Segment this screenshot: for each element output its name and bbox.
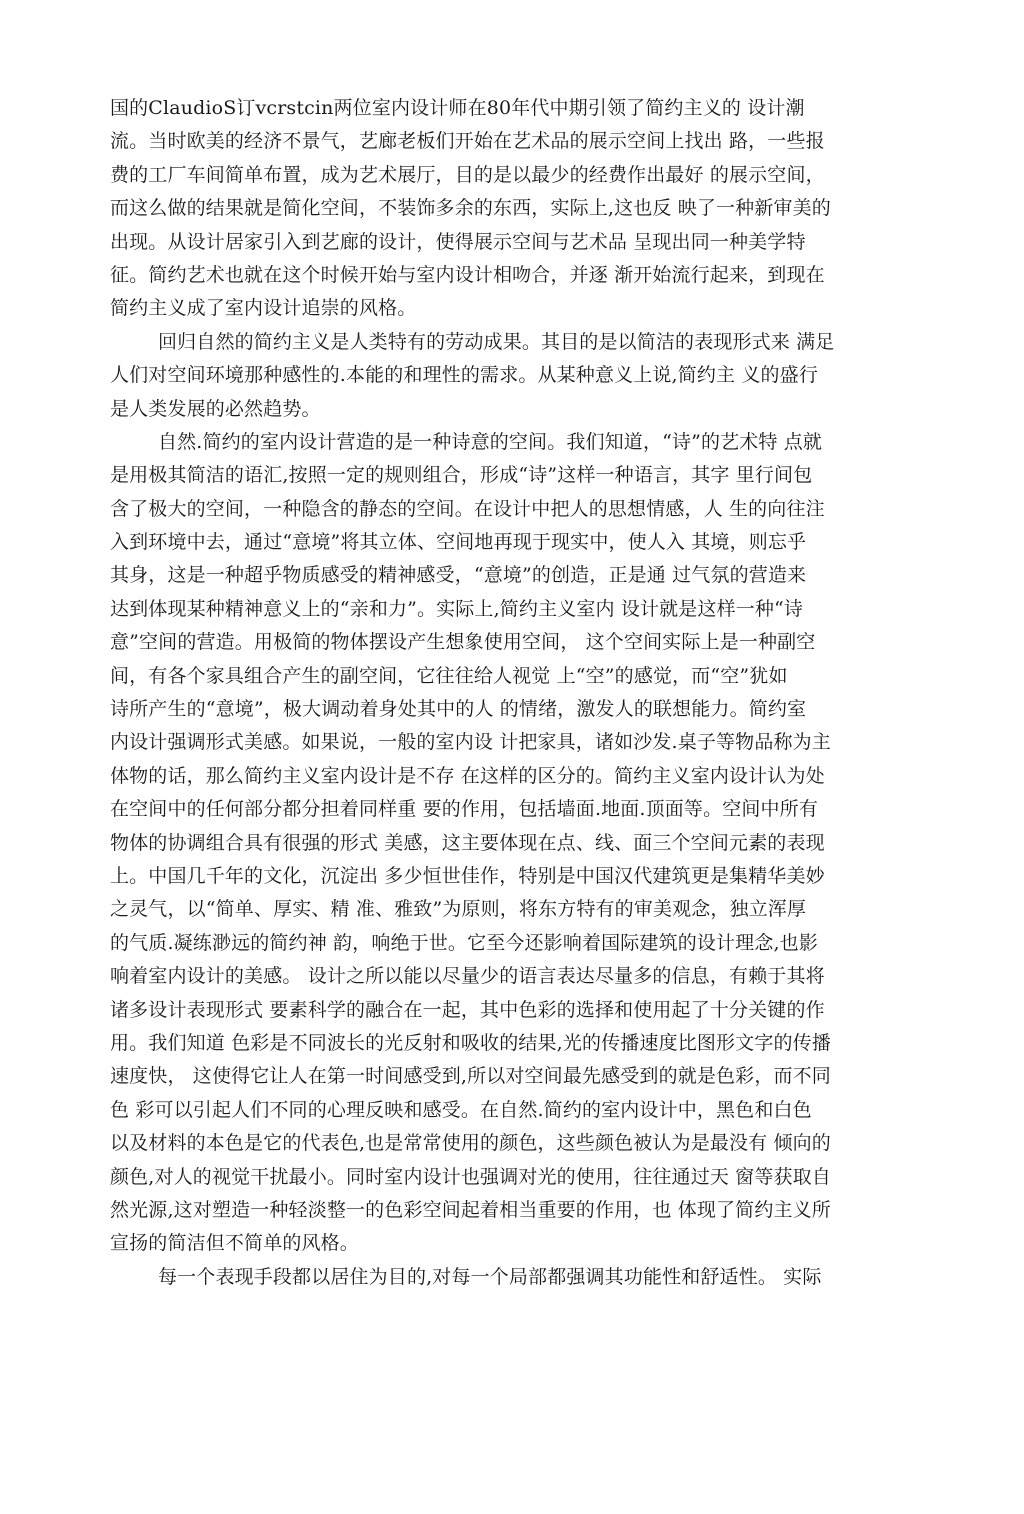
text-line: 物体的协调组合具有很强的形式 美感，这主要体现在点、线、面三个空间元素的表现 xyxy=(110,831,825,854)
text-line: 达到体现某种精神意义上的“亲和力”。实际上,简约主义室内 设计就是这样一种“诗 xyxy=(110,597,804,620)
text-line: 用。我们知道 色彩是不同波长的光反射和吸收的结果,光的传播速度比图形文字的传播 xyxy=(110,1031,831,1054)
text-line: 而这么做的结果就是简化空间，不装饰多余的东西，实际上,这也反 映了一种新审美的 xyxy=(110,197,831,220)
text-line: 是用极其简洁的语汇,按照一定的规则组合，形成“诗”这样一种语言，其字 里行间包 xyxy=(110,464,813,487)
text-line: 国的ClaudioS订vcrstcin两位室内设计师在80年代中期引领了简约主义的 设计潮 xyxy=(110,97,805,119)
paragraph xyxy=(110,326,920,426)
text-line: 回归自然的简约主义是人类特有的劳动成果。其目的是以简洁的表现形式来 满足 xyxy=(158,330,835,353)
text-line: 以及材料的本色是它的代表色,也是常常使用的颜色，这些颜色被认为是最没有 倾向的 xyxy=(110,1132,831,1155)
text-line: 之灵气，以“简单、厚实、精 准、雅致”为原则，将东方特有的审美观念，独立浑厚 xyxy=(110,898,807,921)
text-line: 体物的话，那么简约主义室内设计是不存 在这样的区分的。简约主义室内设计认为处 xyxy=(110,764,825,787)
body-text xyxy=(110,92,920,1294)
text-line: 费的工厂车间简单布置，成为艺术展厅，目的是以最少的经费作出最好 的展示空间， xyxy=(110,163,825,186)
paragraph xyxy=(110,426,920,1261)
text-line: 色 彩可以引起人们不同的心理反映和感受。在自然.简约的室内设计中，黑色和白色 xyxy=(110,1098,812,1121)
text-line: 出现。从设计居家引入到艺廊的设计，使得展示空间与艺术品 呈现出同一种美学特 xyxy=(110,230,806,253)
text-line: 人们对空间环境那种感性的.本能的和理性的需求。从某种意义上说,简约主 义的盛行 xyxy=(110,364,818,387)
text-line: 其身，这是一种超乎物质感受的精神感受，“意境”的创造，正是通 过气氛的营造来 xyxy=(110,564,807,587)
text-line: 是人类发展的必然趋势。 xyxy=(110,397,321,420)
text-line: 然光源,这对塑造一种轻淡整一的色彩空间起着相当重要的作用，也 体现了简约主义所 xyxy=(110,1198,831,1221)
text-line: 颜色,对人的视觉干扰最小。同时室内设计也强调对光的使用，往往通过天 窗等获取自 xyxy=(110,1165,831,1188)
text-line: 简约主义成了室内设计追崇的风格。 xyxy=(110,297,417,320)
text-line: 上。中国几千年的文化，沉淀出 多少恒世佳作，特别是中国汉代建筑更是集精华美妙 xyxy=(110,864,825,887)
text-line: 每一个表现手段都以居住为目的,对每一个局部都强调其功能性和舒适性。 实际 xyxy=(158,1265,822,1288)
text-line: 诸多设计表现形式 要素科学的融合在一起，其中色彩的选择和使用起了十分关键的作 xyxy=(110,998,825,1021)
text-line: 速度快， 这使得它让人在第一时间感受到,所以对空间最先感受到的就是色彩，而不同 xyxy=(110,1065,831,1088)
text-line: 内设计强调形式美感。如果说，一般的室内设 计把家具，诸如沙发.桌子等物品称为主 xyxy=(110,731,831,754)
paragraph xyxy=(110,92,920,326)
text-line: 入到环境中去，通过“意境”将其立体、空间地再现于现实中，使人入 其境，则忘乎 xyxy=(110,531,807,554)
paragraph xyxy=(110,1261,920,1294)
text-line: 的气质.凝练渺远的简约神 韵，响绝于世。它至今还影响着国际建筑的设计理念,也影 xyxy=(110,931,818,954)
text-line: 流。当时欧美的经济不景气，艺廊老板们开始在艺术品的展示空间上找出 路，一些报 xyxy=(110,130,825,153)
text-line: 含了极大的空间，一种隐含的静态的空间。在设计中把人的思想情感，人 生的向往注 xyxy=(110,497,825,520)
text-line: 意”空间的营造。用极简的物体摆设产生想象使用空间， 这个空间实际上是一种副空 xyxy=(110,631,816,654)
text-line: 在空间中的任何部分都分担着同样重 要的作用，包括墙面.地面.顶面等。空间中所有 xyxy=(110,798,818,821)
text-line: 诗所产生的“意境”，极大调动着身处其中的人 的情绪，激发人的联想能力。简约室 xyxy=(110,698,807,721)
text-line: 征。简约艺术也就在这个时候开始与室内设计相吻合，并逐 渐开始流行起来，到现在 xyxy=(110,263,825,286)
text-line: 响着室内设计的美感。 设计之所以能以尽量少的语言表达尽量多的信息，有赖于其将 xyxy=(110,965,825,988)
text-line: 自然.简约的室内设计营造的是一种诗意的空间。我们知道，“诗”的艺术特 点就 xyxy=(158,430,823,453)
text-line: 宣扬的简洁但不简单的风格。 xyxy=(110,1232,359,1255)
text-line: 间，有各个家具组合产生的副空间，它往往给人视觉 上“空”的感觉，而“空”犹如 xyxy=(110,664,788,687)
